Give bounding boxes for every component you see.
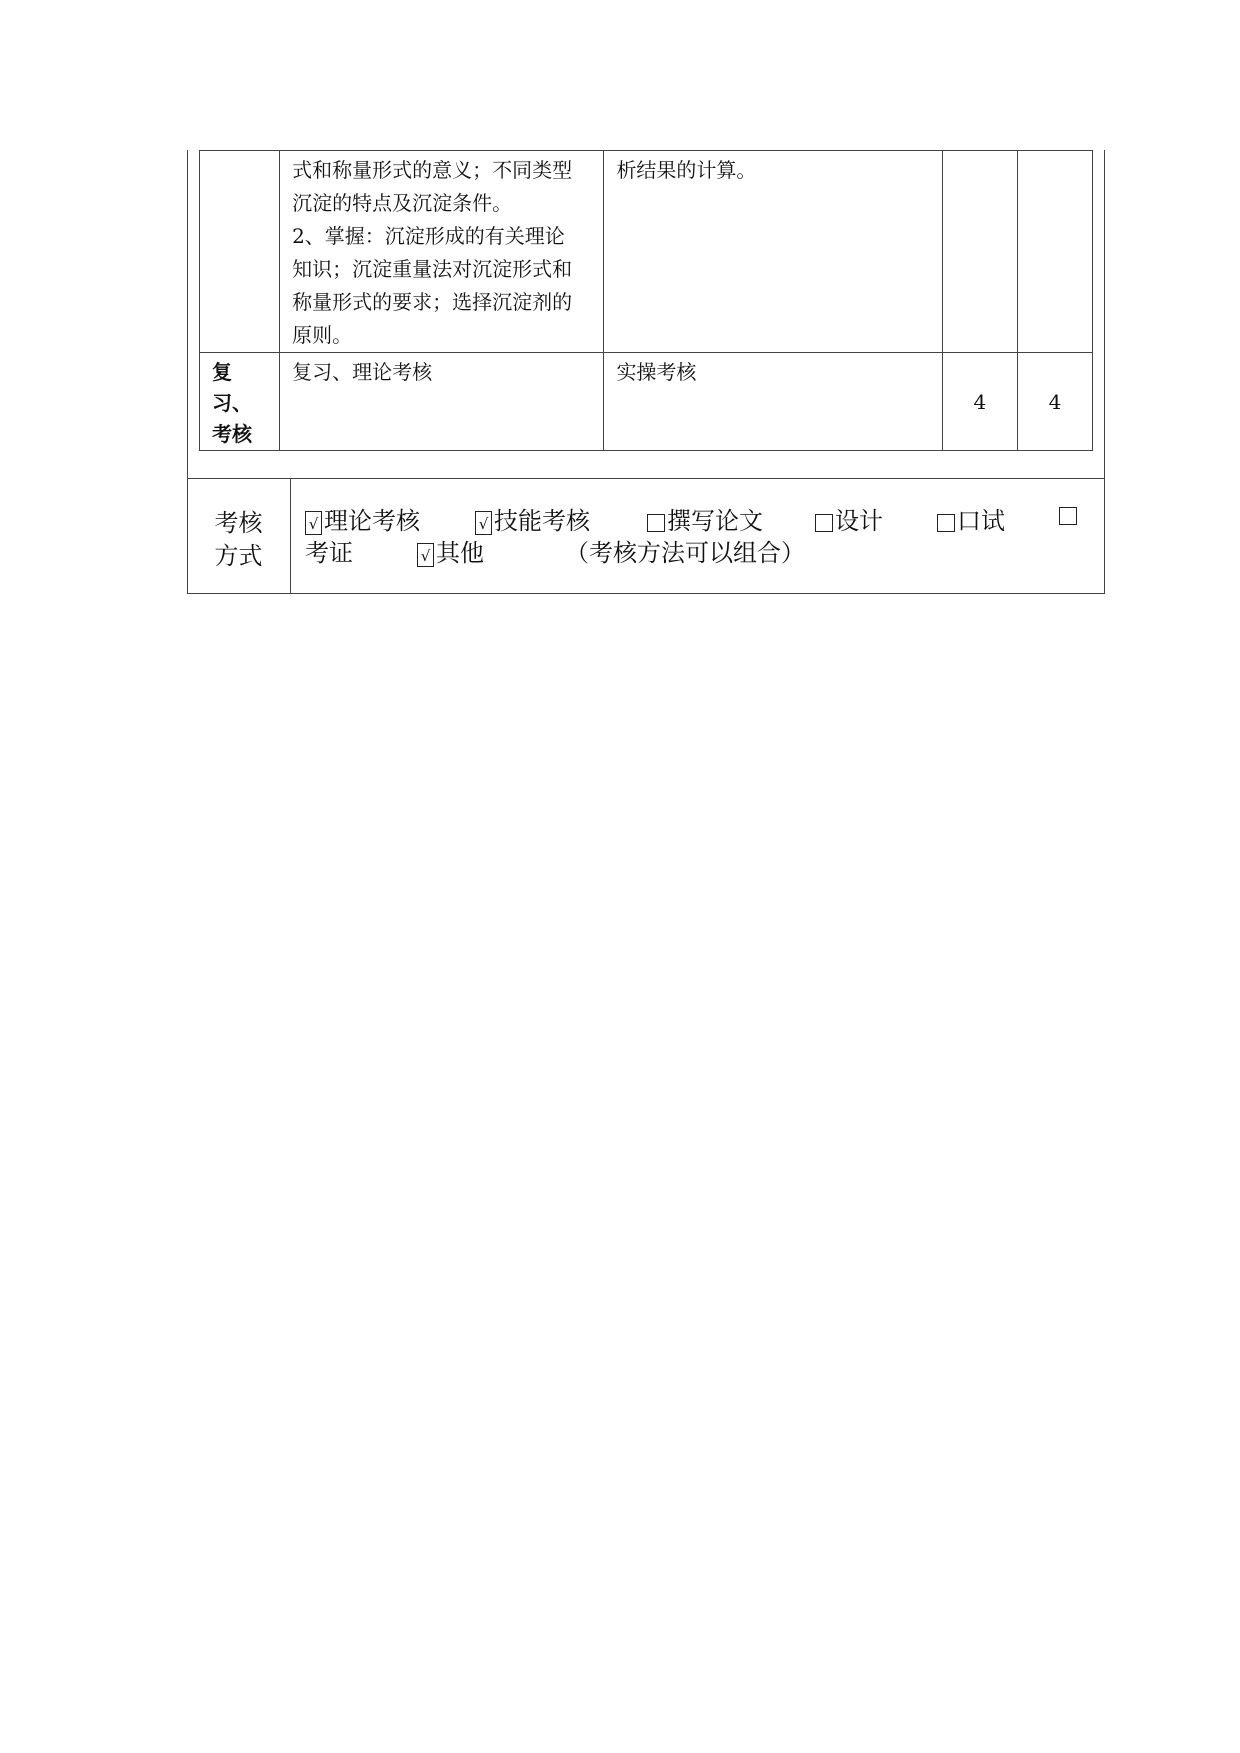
option-label: 考证 bbox=[305, 539, 353, 567]
checkbox-empty-icon[interactable] bbox=[815, 514, 833, 532]
practice-cell bbox=[604, 353, 942, 451]
option-label: 口试 bbox=[957, 507, 1005, 535]
assessment-label-line: 方式 bbox=[214, 542, 263, 570]
hours-cell: 4 bbox=[1017, 353, 1092, 451]
checkbox-empty-icon[interactable] bbox=[647, 514, 665, 532]
assessment-label-line: 考核 bbox=[214, 509, 263, 537]
checkbox-checked-icon[interactable]: √ bbox=[305, 511, 322, 535]
option-paper[interactable] bbox=[647, 505, 763, 537]
option-label: 其他 bbox=[436, 539, 484, 567]
assessment-label bbox=[187, 479, 291, 593]
assessment-row bbox=[187, 478, 1105, 594]
option-certificate-label bbox=[305, 537, 353, 569]
assessment-note: （考核方法可以组合） bbox=[565, 539, 805, 567]
course-content-table bbox=[199, 150, 1093, 451]
practice-text: 析结果的计算。 bbox=[616, 158, 757, 182]
practice-cell bbox=[604, 151, 942, 353]
assessment-options bbox=[305, 505, 1095, 569]
checkbox-empty-icon[interactable] bbox=[1059, 507, 1077, 525]
option-label: 撰写论文 bbox=[667, 507, 763, 535]
checkbox-checked-icon[interactable]: √ bbox=[475, 511, 492, 535]
option-other[interactable] bbox=[417, 537, 484, 569]
unit-heading-cell bbox=[200, 353, 280, 451]
option-label: 设计 bbox=[835, 507, 883, 535]
hours-cell bbox=[1017, 151, 1092, 353]
option-theory[interactable] bbox=[305, 505, 420, 537]
checkbox-empty-icon[interactable] bbox=[937, 514, 955, 532]
hours-cell: 4 bbox=[942, 353, 1017, 451]
option-skill[interactable] bbox=[475, 505, 590, 537]
unit-heading-line: 考核 bbox=[212, 422, 252, 446]
content-text: 复习、理论考核 bbox=[292, 360, 433, 384]
content-line: 式和称量形式的意义；不同类型 bbox=[292, 158, 573, 182]
unit-heading-line: 复习、 bbox=[212, 360, 252, 415]
unit-heading-cell bbox=[200, 151, 280, 353]
option-label: 理论考核 bbox=[324, 507, 420, 535]
checkbox-checked-icon[interactable]: √ bbox=[417, 543, 434, 567]
content-cell bbox=[280, 151, 604, 353]
table-row bbox=[200, 353, 1093, 451]
option-label: 技能考核 bbox=[494, 507, 590, 535]
option-certificate-box[interactable] bbox=[1059, 505, 1079, 523]
content-cell bbox=[280, 353, 604, 451]
practice-text: 实操考核 bbox=[616, 360, 697, 384]
table-row bbox=[200, 151, 1093, 353]
content-line: 沉淀的特点及沉淀条件。 bbox=[292, 191, 513, 215]
hours-cell bbox=[942, 151, 1017, 353]
option-oral[interactable] bbox=[937, 505, 1005, 537]
content-line: 知识；沉淀重量法对沉淀形式和 bbox=[292, 257, 573, 281]
content-line: 原则。 bbox=[292, 323, 353, 347]
content-line: 2、掌握：沉淀形成的有关理论 bbox=[292, 224, 565, 248]
option-design[interactable] bbox=[815, 505, 883, 537]
content-line: 称量形式的要求；选择沉淀剂的 bbox=[292, 290, 573, 314]
